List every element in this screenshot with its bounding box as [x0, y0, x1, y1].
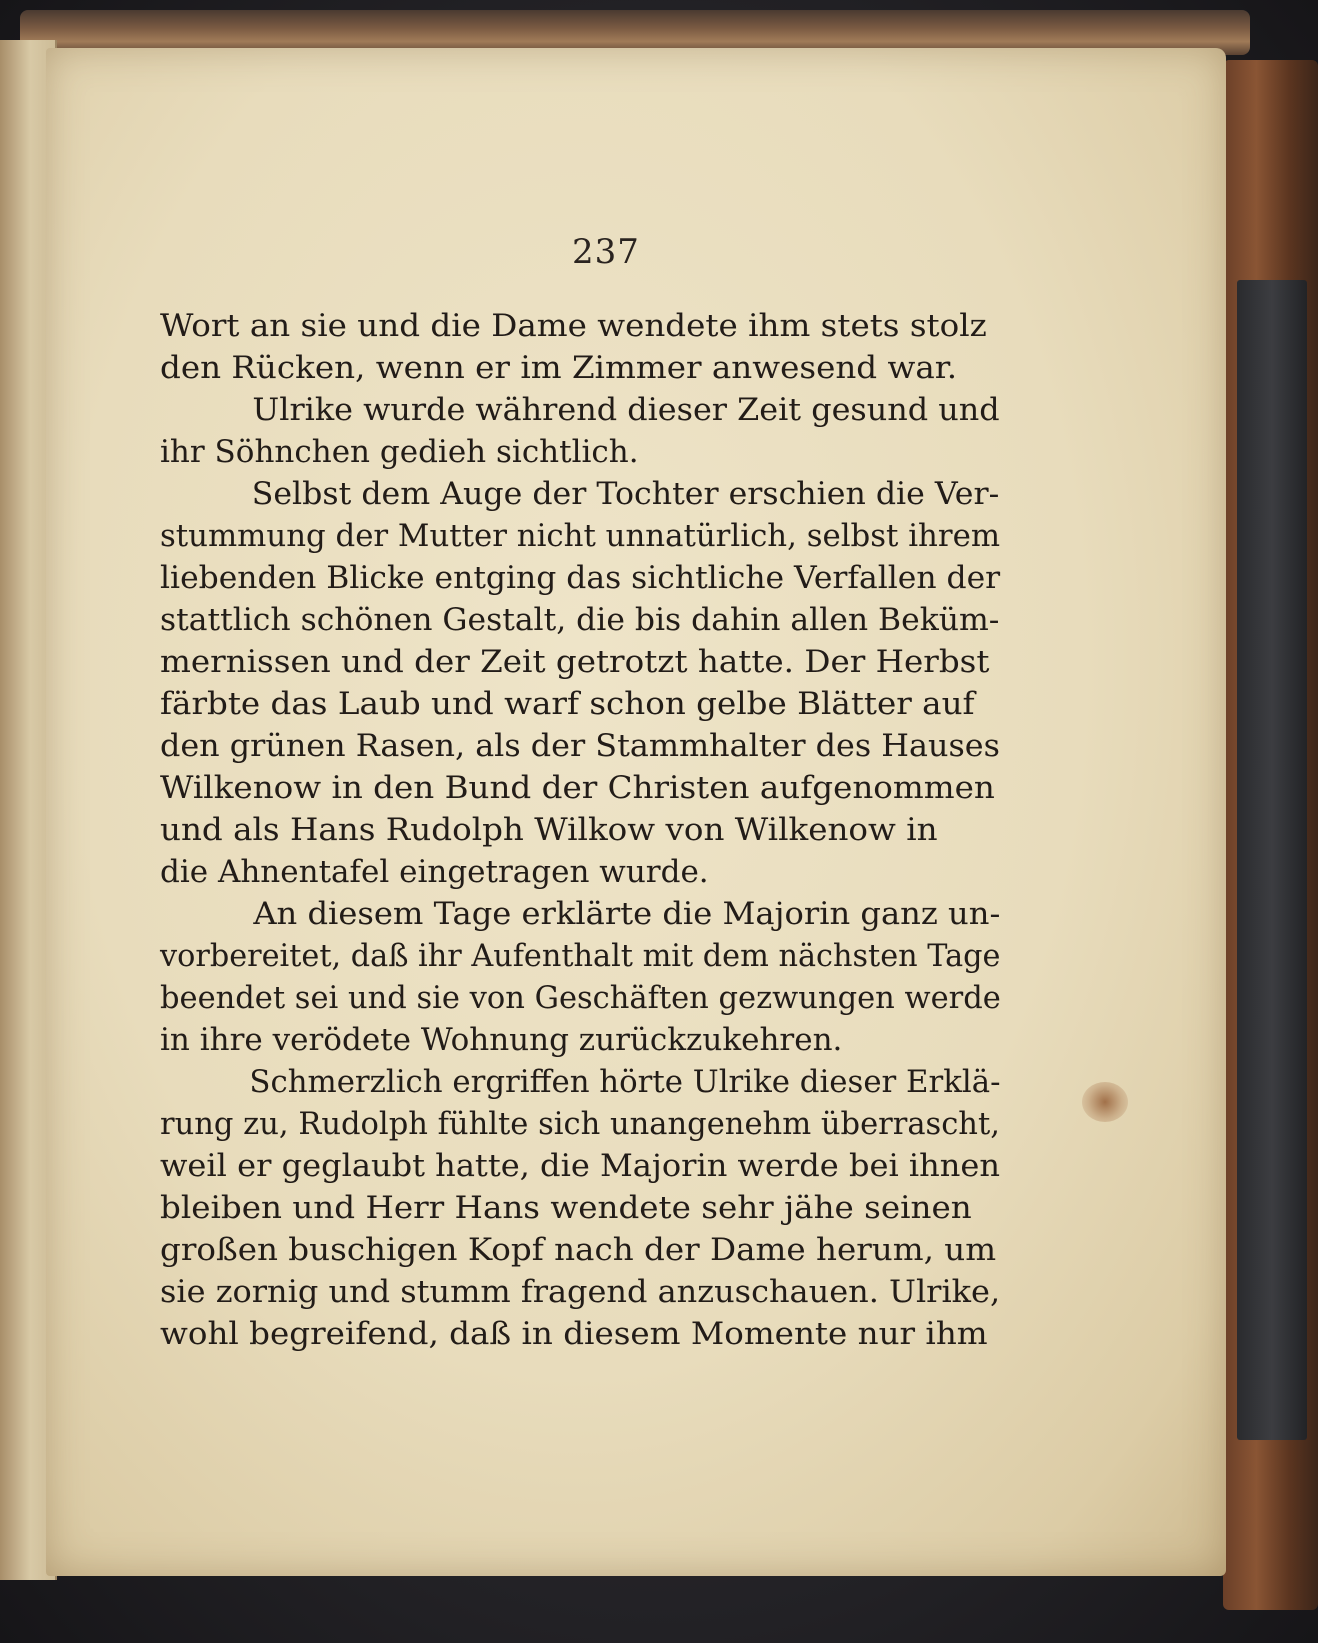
text-line: in ihre verödete Wohnung zurückzukehren. [160, 1022, 843, 1058]
text-line: stummung der Mutter nicht unnatürlich, selbst ihrem [160, 518, 1001, 554]
text-line: und als Hans Rudolph Wilkow von Wilkenow in [160, 812, 938, 848]
text-line: färbte das Laub und warf schon gelbe Blätter auf [160, 686, 975, 722]
text-line: mernissen und der Zeit getrotzt hatte. Der Herbst [160, 644, 990, 680]
text-line: An diesem Tage erklärte die Majorin ganz un- [253, 896, 1001, 932]
text-line: bleiben und Herr Hans wendete sehr jähe seinen [160, 1190, 972, 1226]
text-line: Wort an sie und die Dame wendete ihm stets stolz [160, 308, 987, 344]
spine-cloth [1237, 280, 1307, 1440]
text-line: Selbst dem Auge der Tochter erschien die Ver- [251, 476, 1000, 512]
page-number: 237 [572, 232, 640, 272]
text-line: den Rücken, wenn er im Zimmer anwesend war. [160, 350, 958, 386]
text-line: Schmerzlich ergriffen hörte Ulrike dieser Erklä- [249, 1064, 1001, 1100]
text-line: Wilkenow in den Bund der Christen aufgenommen [160, 770, 995, 806]
text-line: Ulrike wurde während dieser Zeit gesund und [252, 392, 1000, 428]
page-stain [1082, 1082, 1128, 1122]
text-line: rung zu, Rudolph fühlte sich unangenehm überrascht, [160, 1106, 1000, 1142]
text-line: großen buschigen Kopf nach der Dame herum, um [160, 1232, 997, 1268]
text-line: den grünen Rasen, als der Stammhalter des Hauses [160, 728, 1000, 764]
text-line: wohl begreifend, daß in diesem Momente nur ihm [160, 1316, 988, 1352]
text-line: stattlich schönen Gestalt, die bis dahin allen Beküm- [160, 602, 1000, 638]
text-line: beendet sei und sie von Geschäften gezwungen werde [160, 980, 1001, 1016]
text-line: sie zornig und stumm fragend anzuschauen. Ulrike, [160, 1274, 1001, 1310]
text-line: weil er geglaubt hatte, die Majorin werde bei ihnen [160, 1148, 1001, 1184]
text-line: ihr Söhnchen gedieh sichtlich. [160, 434, 639, 470]
text-line: die Ahnentafel eingetragen wurde. [160, 854, 709, 890]
text-line: vorbereitet, daß ihr Aufenthalt mit dem nächsten Tage [160, 938, 1001, 974]
book-spine [1223, 60, 1318, 1610]
text-line: liebenden Blicke entging das sichtliche Verfallen der [160, 560, 1001, 596]
